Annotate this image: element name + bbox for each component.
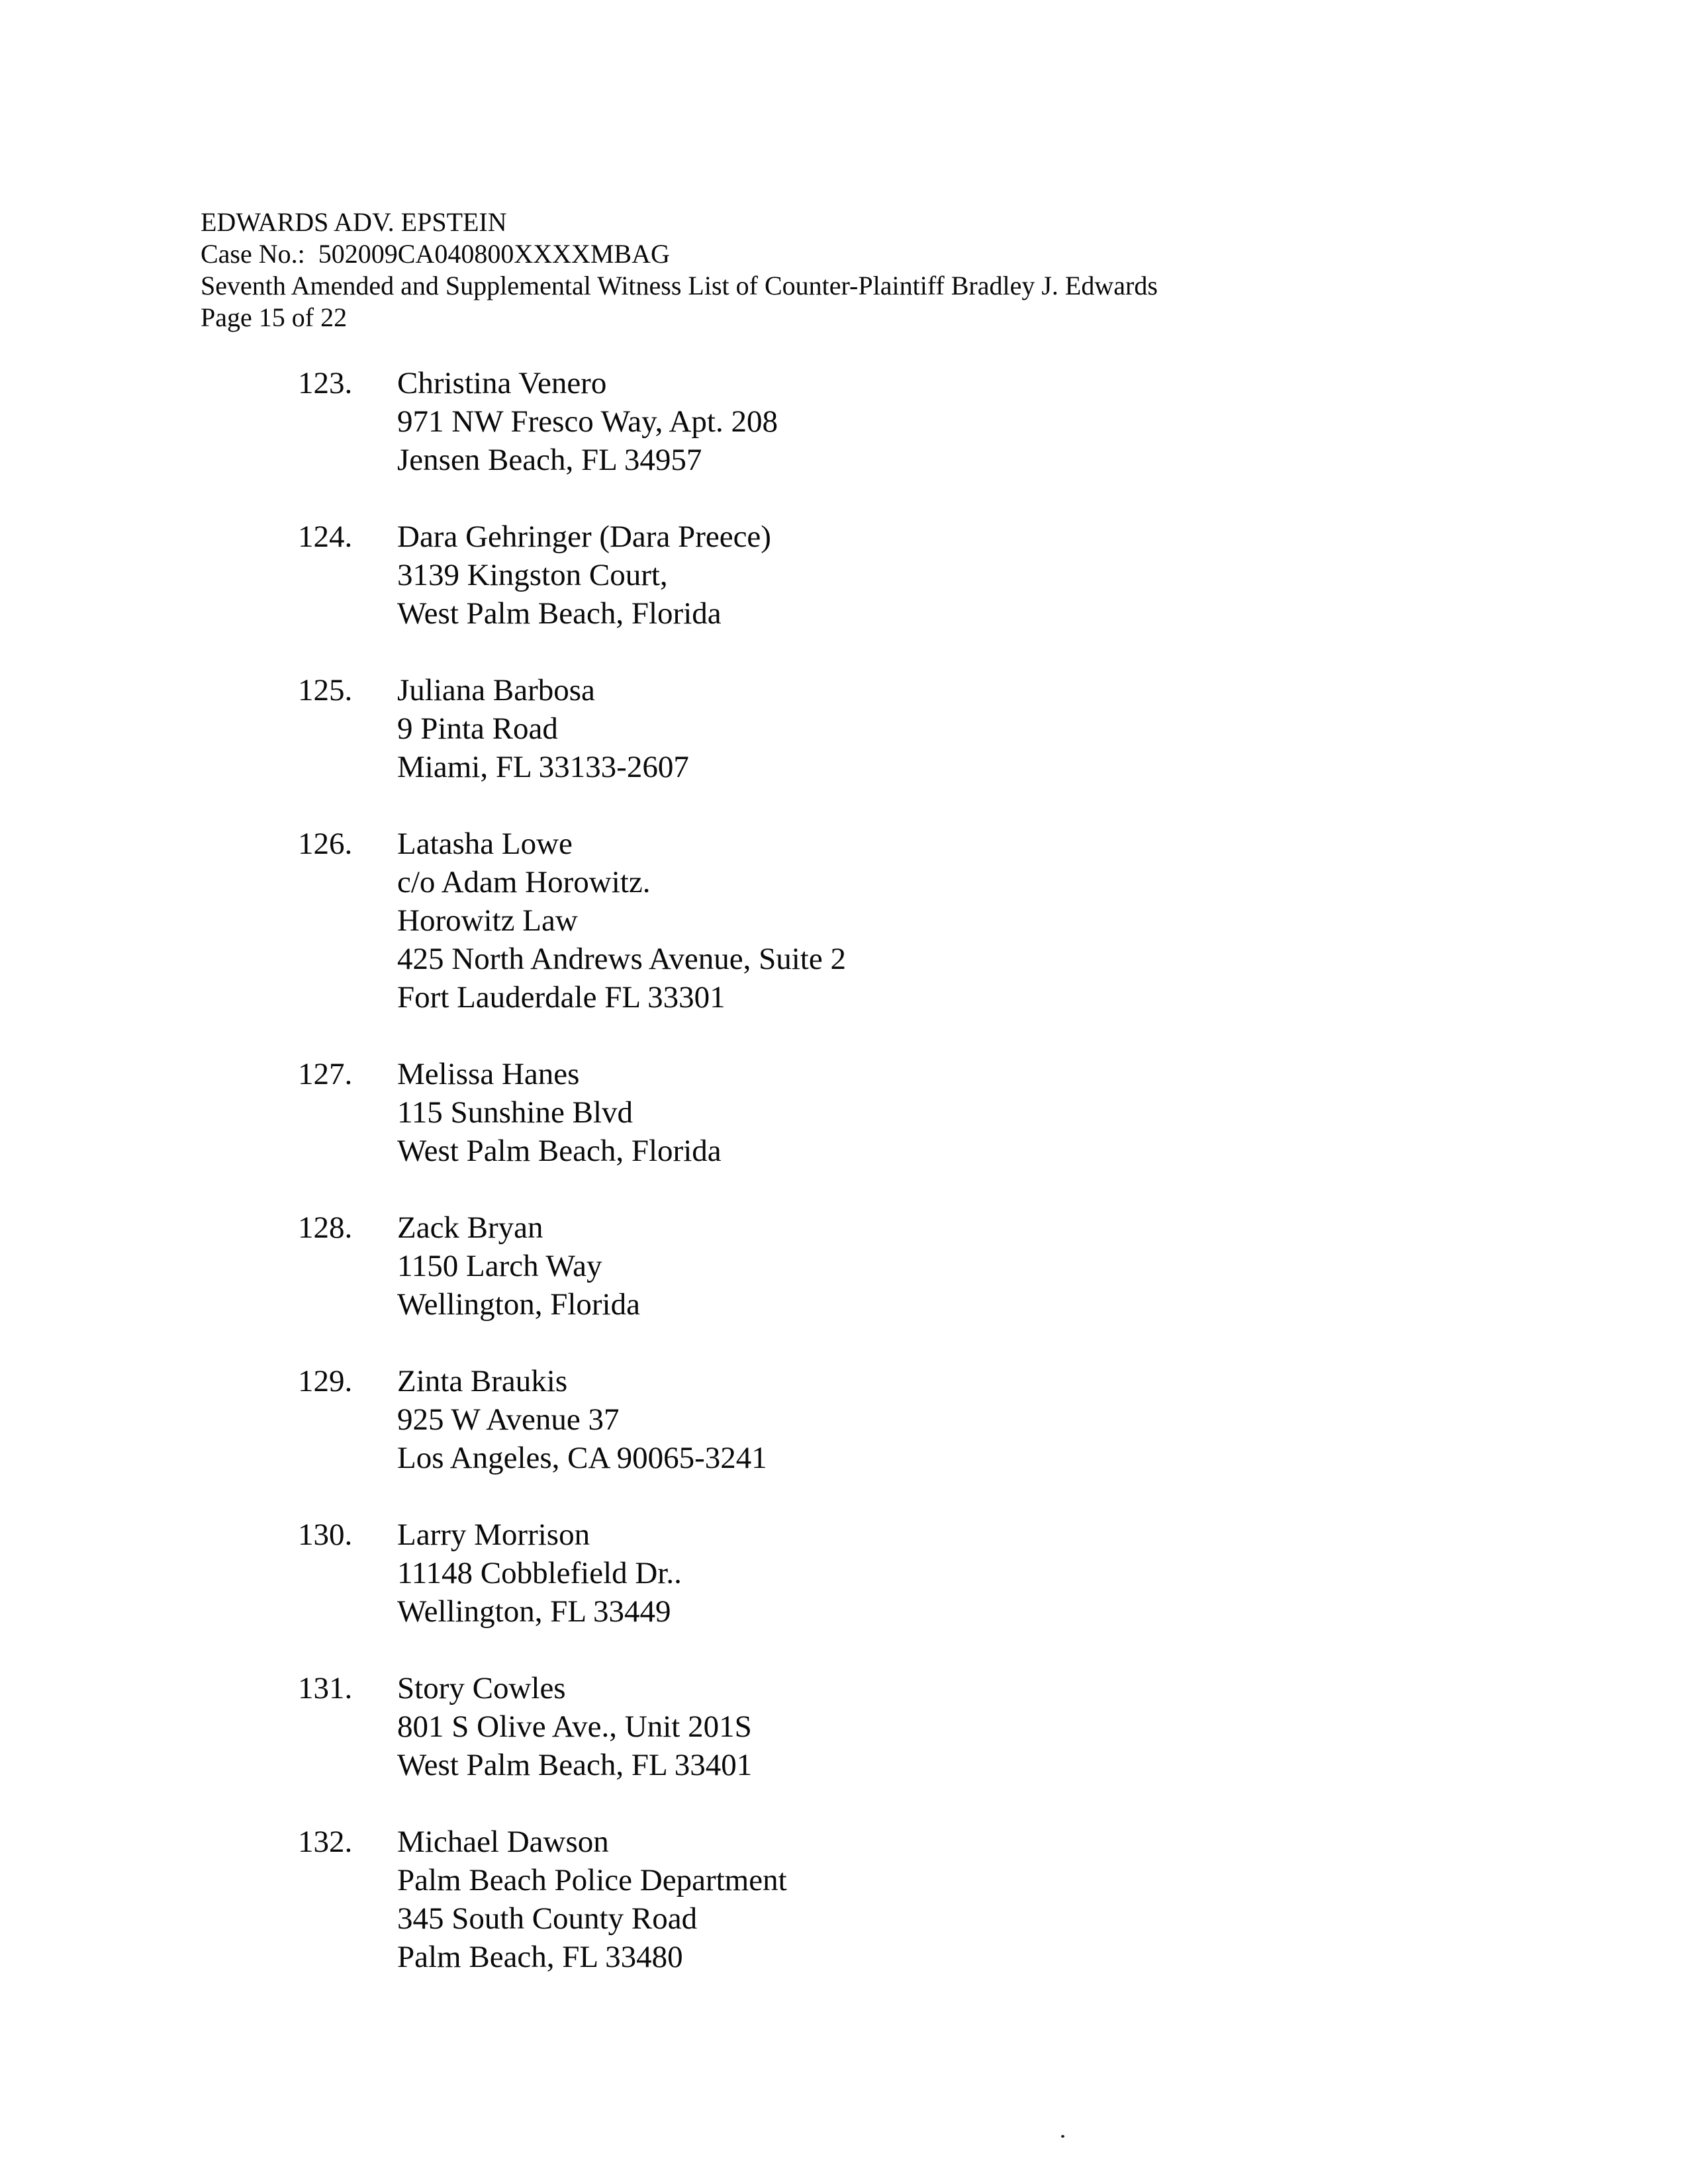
witness-entry [298,1055,846,1170]
witness-entry [298,825,846,1017]
address-line: West Palm Beach, FL 33401 [397,1748,753,1782]
address-line: c/o Adam Horowitz. [397,865,651,899]
witness-address-block [397,364,778,479]
address-line: Fort Lauderdale FL 33301 [397,980,726,1015]
witness-entry [298,364,846,479]
scan-artifact-dot [1061,2135,1064,2138]
address-line: Palm Beach, FL 33480 [397,1940,683,1974]
witness-name: Story Cowles [397,1671,566,1706]
witness-list [298,364,846,2015]
witness-entry [298,1669,846,1784]
witness-name: Zack Bryan [397,1210,543,1245]
witness-entry [298,671,846,786]
witness-name: Christina Venero [397,366,607,400]
address-line: Wellington, FL 33449 [397,1594,671,1629]
address-line: 971 NW Fresco Way, Apt. 208 [397,404,778,439]
witness-address-block [397,1362,767,1477]
address-line: Jensen Beach, FL 34957 [397,443,702,477]
address-line: Horowitz Law [397,903,578,938]
witness-entry [298,1516,846,1631]
witness-number: 124. [298,520,353,554]
witness-number: 130. [298,1518,353,1552]
witness-entry [298,1362,846,1477]
witness-number: 129. [298,1364,353,1398]
address-line: West Palm Beach, Florida [397,596,722,631]
witness-entry [298,1823,846,1976]
document-header [201,206,1158,334]
witness-address-block [397,518,771,633]
address-line: Wellington, Florida [397,1287,640,1322]
witness-name: Melissa Hanes [397,1057,580,1091]
witness-address-block [397,1516,682,1631]
witness-number: 126. [298,827,353,861]
witness-name: Larry Morrison [397,1518,590,1552]
witness-number: 123. [298,366,353,400]
address-line: Los Angeles, CA 90065-3241 [397,1441,767,1475]
address-line: 1150 Larch Way [397,1249,602,1283]
witness-name: Michael Dawson [397,1825,609,1859]
case-number: Case No.: 502009CA040800XXXXMBAG [201,239,670,269]
address-line: 925 W Avenue 37 [397,1402,620,1437]
witness-entry [298,518,846,633]
witness-name: Juliana Barbosa [397,673,595,707]
case-caption: EDWARDS ADV. EPSTEIN [201,207,507,237]
address-line: 345 South County Road [397,1901,698,1936]
witness-address-block [397,1669,752,1784]
witness-number: 128. [298,1210,353,1245]
address-line: West Palm Beach, Florida [397,1134,722,1168]
address-line: Miami, FL 33133-2607 [397,750,689,784]
witness-address-block [397,1823,787,1976]
witness-number: 127. [298,1057,353,1091]
witness-number: 125. [298,673,353,707]
witness-name: Zinta Braukis [397,1364,568,1398]
witness-address-block [397,1055,722,1170]
witness-name: Latasha Lowe [397,827,573,861]
address-line: 3139 Kingston Court, [397,558,668,592]
address-line: 11148 Cobblefield Dr.. [397,1556,682,1590]
document-title: Seventh Amended and Supplemental Witness List of Counter-Plaintiff Bradley J. Edwards [201,271,1158,300]
address-line: 801 S Olive Ave., Unit 201S [397,1709,752,1744]
witness-address-block [397,825,846,1017]
witness-number: 131. [298,1671,353,1706]
page-number: Page 15 of 22 [201,302,348,332]
address-line: 9 Pinta Road [397,711,558,746]
address-line: Palm Beach Police Department [397,1863,787,1897]
witness-address-block [397,1208,640,1324]
witness-name: Dara Gehringer (Dara Preece) [397,520,771,554]
witness-number: 132. [298,1825,353,1859]
address-line: 425 North Andrews Avenue, Suite 2 [397,942,846,976]
witness-entry [298,1208,846,1324]
witness-address-block [397,671,689,786]
address-line: 115 Sunshine Blvd [397,1095,633,1130]
